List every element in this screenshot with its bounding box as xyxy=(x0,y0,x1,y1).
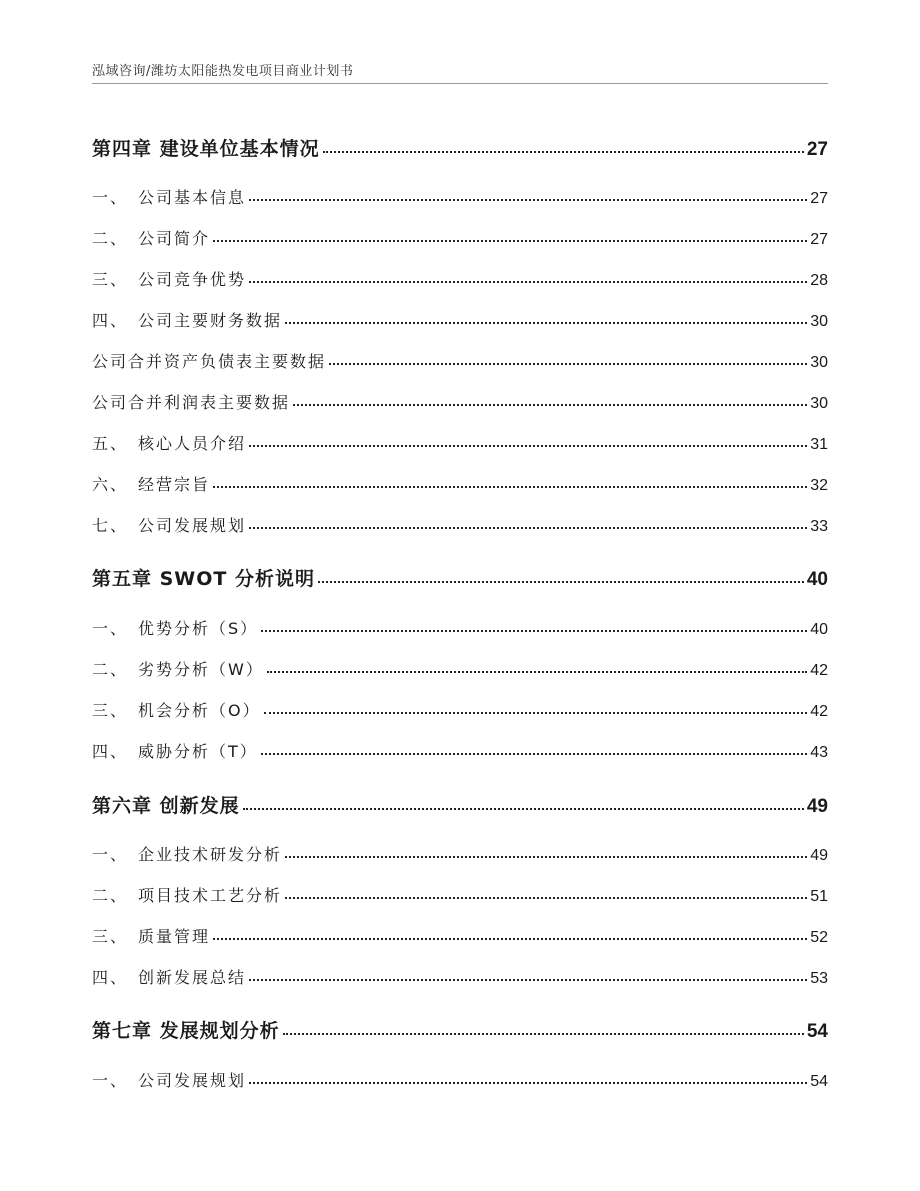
toc-entry-title: 项目技术工艺分析 xyxy=(138,886,283,905)
toc-page-number: 32 xyxy=(810,477,828,494)
toc-page-number: 40 xyxy=(806,569,828,590)
toc-section-entry[interactable] xyxy=(92,657,828,680)
toc-dot-leader xyxy=(249,978,807,981)
toc-section-entry[interactable] xyxy=(92,185,828,208)
toc-entry-number: 四、 xyxy=(92,968,129,987)
toc-section-entry[interactable] xyxy=(92,842,828,865)
toc-dot-leader xyxy=(267,670,807,673)
toc-entry-title: 公司基本信息 xyxy=(138,188,247,207)
toc-entry-number: 一、 xyxy=(92,1071,129,1090)
toc-page-number: 30 xyxy=(810,313,828,330)
toc-page-number: 54 xyxy=(806,1021,828,1042)
toc-dot-leader xyxy=(213,485,807,488)
toc-section-entry[interactable] xyxy=(92,616,828,639)
toc-page-number: 28 xyxy=(810,272,828,289)
toc-entry-number: 五、 xyxy=(92,434,129,453)
toc-dot-leader xyxy=(261,629,807,632)
toc-entry-number: 二、 xyxy=(92,660,129,679)
toc-entry-title: 经营宗旨 xyxy=(138,475,211,494)
toc-entry-number: 三、 xyxy=(92,701,129,720)
toc-entry-number: 二、 xyxy=(92,229,129,248)
toc-dot-leader xyxy=(285,321,807,324)
header-rule xyxy=(92,83,828,84)
toc-dot-leader xyxy=(285,855,807,858)
toc-page-number: 49 xyxy=(806,796,828,817)
toc-entry-title: 企业技术研发分析 xyxy=(138,845,283,864)
toc-dot-leader xyxy=(213,937,807,940)
toc-section-entry[interactable] xyxy=(92,698,828,721)
toc-entry-title: 创新发展总结 xyxy=(138,968,247,987)
toc-entry-number: 三、 xyxy=(92,270,129,289)
toc-dot-leader xyxy=(249,198,807,201)
toc-dot-leader xyxy=(249,526,807,529)
toc-dot-leader xyxy=(213,239,807,242)
toc-dot-leader xyxy=(318,580,804,583)
toc-section-entry[interactable] xyxy=(92,308,828,331)
toc-dot-leader xyxy=(293,403,807,406)
toc-page-number: 33 xyxy=(810,518,828,535)
toc-chapter-entry[interactable] xyxy=(92,564,828,591)
running-header: 泓域咨询/潍坊太阳能热发电项目商业计划书 xyxy=(92,64,354,79)
toc-entry-title: 公司简介 xyxy=(138,229,211,248)
toc-dot-leader xyxy=(323,150,804,153)
toc-entry-number: 三、 xyxy=(92,927,129,946)
toc-entry-title: 公司主要财务数据 xyxy=(138,311,283,330)
toc-entry-number: 四、 xyxy=(92,742,129,761)
toc-entry-number: 四、 xyxy=(92,311,129,330)
toc-section-entry[interactable] xyxy=(92,267,828,290)
toc-page-number: 52 xyxy=(810,929,828,946)
toc-chapter-entry[interactable] xyxy=(92,791,828,818)
toc-dot-leader xyxy=(283,1032,804,1035)
toc-entry-number: 一、 xyxy=(92,845,129,864)
toc-section-entry[interactable] xyxy=(92,883,828,906)
toc-entry-title: 第六章 创新发展 xyxy=(92,795,240,817)
toc-page-number: 54 xyxy=(810,1073,828,1090)
toc-page-number: 42 xyxy=(810,703,828,720)
toc-page-number: 49 xyxy=(810,847,828,864)
toc-section-entry[interactable] xyxy=(92,226,828,249)
toc-section-entry[interactable] xyxy=(92,1068,828,1091)
toc-entry-title: 第四章 建设单位基本情况 xyxy=(92,138,320,160)
toc-page-number: 51 xyxy=(810,888,828,905)
toc-dot-leader xyxy=(264,711,808,714)
toc-dot-leader xyxy=(243,807,804,810)
toc-page-number: 27 xyxy=(810,231,828,248)
toc-page-number: 53 xyxy=(810,970,828,987)
toc-section-entry[interactable] xyxy=(92,349,828,372)
toc-page-number: 40 xyxy=(810,621,828,638)
toc-entry-title: 公司合并利润表主要数据 xyxy=(92,393,291,412)
toc-page-number: 42 xyxy=(810,662,828,679)
toc-dot-leader xyxy=(261,752,807,755)
toc-section-entry[interactable] xyxy=(92,472,828,495)
toc-page-number: 30 xyxy=(810,354,828,371)
toc-entry-number: 一、 xyxy=(92,188,129,207)
toc-section-entry[interactable] xyxy=(92,924,828,947)
toc-dot-leader xyxy=(249,280,807,283)
toc-page-number: 31 xyxy=(810,436,828,453)
toc-entry-title: 机会分析（O） xyxy=(138,701,261,720)
toc-entry-title: 公司合并资产负债表主要数据 xyxy=(92,352,327,371)
toc-entry-title: 公司发展规划 xyxy=(138,516,247,535)
toc-page-number: 43 xyxy=(810,744,828,761)
toc-entry-title: 威胁分析（T） xyxy=(138,742,258,761)
toc-entry-title: 第五章 SWOT 分析说明 xyxy=(92,568,315,590)
toc-dot-leader xyxy=(329,362,807,365)
toc-section-entry[interactable] xyxy=(92,739,828,762)
toc-dot-leader xyxy=(249,444,807,447)
toc-section-entry[interactable] xyxy=(92,431,828,454)
toc-entry-title: 优势分析（S） xyxy=(138,619,259,638)
toc-entry-number: 二、 xyxy=(92,886,129,905)
toc-entry-title: 劣势分析（W） xyxy=(138,660,264,679)
toc-entry-number: 六、 xyxy=(92,475,129,494)
toc-page-number: 27 xyxy=(810,190,828,207)
toc-entry-title: 公司发展规划 xyxy=(138,1071,247,1090)
toc-entry-title: 质量管理 xyxy=(138,927,211,946)
toc-entry-title: 公司竞争优势 xyxy=(138,270,247,289)
toc-dot-leader xyxy=(285,896,807,899)
toc-dot-leader xyxy=(249,1081,807,1084)
toc-section-entry[interactable] xyxy=(92,513,828,536)
toc-entry-number: 一、 xyxy=(92,619,129,638)
toc-page-number: 30 xyxy=(810,395,828,412)
toc-chapter-entry[interactable] xyxy=(92,1016,828,1043)
toc-entry-title: 核心人员介绍 xyxy=(138,434,247,453)
toc-chapter-entry[interactable] xyxy=(92,134,828,161)
toc-section-entry[interactable] xyxy=(92,965,828,988)
toc-page-number: 27 xyxy=(806,139,828,160)
toc-entry-title: 第七章 发展规划分析 xyxy=(92,1020,280,1042)
toc-section-entry[interactable] xyxy=(92,390,828,413)
toc-entry-number: 七、 xyxy=(92,516,129,535)
